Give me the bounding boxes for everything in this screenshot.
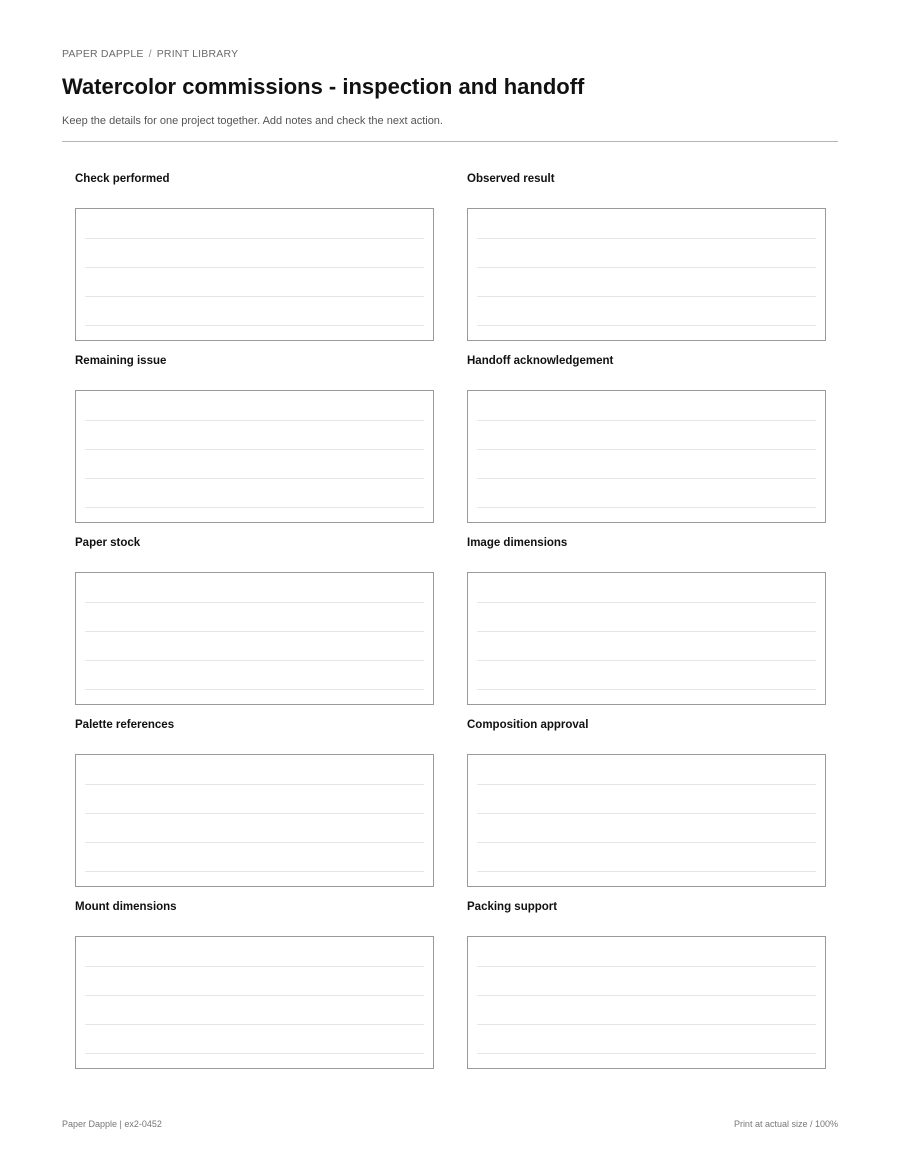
writing-guide-line [477, 1053, 816, 1054]
field-remaining-issue [75, 354, 434, 515]
writing-guide-line [85, 296, 424, 297]
field-label: Image dimensions [467, 537, 568, 549]
writing-guide-line [477, 689, 816, 690]
breadcrumb-item-library[interactable]: PRINT LIBRARY [156, 48, 239, 60]
writing-guide-line [477, 871, 816, 872]
breadcrumb-separator: / [148, 48, 152, 60]
field-label: Handoff acknowledgement [467, 355, 614, 367]
field-label: Paper stock [75, 537, 141, 549]
write-in-box[interactable] [467, 572, 826, 705]
writing-guide-line [85, 842, 424, 843]
page-subtitle: Keep the details for one project together. Add notes and check the next action. [62, 115, 443, 127]
field-packing-support [467, 900, 826, 1061]
write-in-box[interactable] [75, 936, 434, 1069]
field-palette-references [75, 718, 434, 879]
writing-guide-line [477, 813, 816, 814]
field-label: Check performed [75, 173, 170, 185]
field-grid [75, 172, 826, 1061]
footer-print-note: Print at actual size / 100% [733, 1119, 838, 1129]
writing-guide-line [477, 784, 816, 785]
write-in-box[interactable] [75, 208, 434, 341]
worksheet-page [62, 0, 838, 1165]
field-label: Packing support [467, 901, 558, 913]
writing-guide-line [477, 507, 816, 508]
header-divider [62, 141, 838, 142]
footer-document-id: Paper Dapple | ex2-0452 [62, 1119, 162, 1129]
writing-guide-line [477, 325, 816, 326]
field-image-dimensions [467, 536, 826, 697]
field-mount-dimensions [75, 900, 434, 1061]
writing-guide-line [85, 267, 424, 268]
writing-guide-line [85, 420, 424, 421]
writing-guide-line [85, 966, 424, 967]
writing-guide-line [477, 602, 816, 603]
field-handoff-acknowledgement [467, 354, 826, 515]
writing-guide-line [85, 325, 424, 326]
field-label: Remaining issue [75, 355, 167, 367]
writing-guide-line [477, 660, 816, 661]
write-in-box[interactable] [467, 208, 826, 341]
field-label: Mount dimensions [75, 901, 177, 913]
breadcrumb-item-brand[interactable]: PAPER DAPPLE [62, 48, 144, 60]
writing-guide-line [477, 238, 816, 239]
writing-guide-line [477, 966, 816, 967]
writing-guide-line [85, 478, 424, 479]
writing-guide-line [477, 995, 816, 996]
writing-guide-line [477, 478, 816, 479]
writing-guide-line [85, 507, 424, 508]
writing-guide-line [477, 842, 816, 843]
field-label: Composition approval [467, 719, 589, 731]
writing-guide-line [85, 660, 424, 661]
page-title: Watercolor commissions - inspection and handoff [62, 74, 585, 99]
writing-guide-line [477, 420, 816, 421]
writing-guide-line [85, 1024, 424, 1025]
writing-guide-line [85, 871, 424, 872]
field-composition-approval [467, 718, 826, 879]
writing-guide-line [85, 813, 424, 814]
write-in-box[interactable] [75, 390, 434, 523]
write-in-box[interactable] [75, 572, 434, 705]
write-in-box[interactable] [467, 936, 826, 1069]
writing-guide-line [85, 784, 424, 785]
writing-guide-line [477, 1024, 816, 1025]
field-label: Palette references [75, 719, 175, 731]
write-in-box[interactable] [467, 754, 826, 887]
writing-guide-line [477, 296, 816, 297]
field-check-performed [75, 172, 434, 333]
field-label: Observed result [467, 173, 555, 185]
field-paper-stock [75, 536, 434, 697]
writing-guide-line [477, 449, 816, 450]
writing-guide-line [477, 631, 816, 632]
field-observed-result [467, 172, 826, 333]
writing-guide-line [85, 602, 424, 603]
writing-guide-line [85, 1053, 424, 1054]
writing-guide-line [85, 631, 424, 632]
write-in-box[interactable] [467, 390, 826, 523]
writing-guide-line [85, 238, 424, 239]
writing-guide-line [477, 267, 816, 268]
breadcrumb [62, 48, 238, 60]
writing-guide-line [85, 449, 424, 450]
write-in-box[interactable] [75, 754, 434, 887]
writing-guide-line [85, 995, 424, 996]
writing-guide-line [85, 689, 424, 690]
